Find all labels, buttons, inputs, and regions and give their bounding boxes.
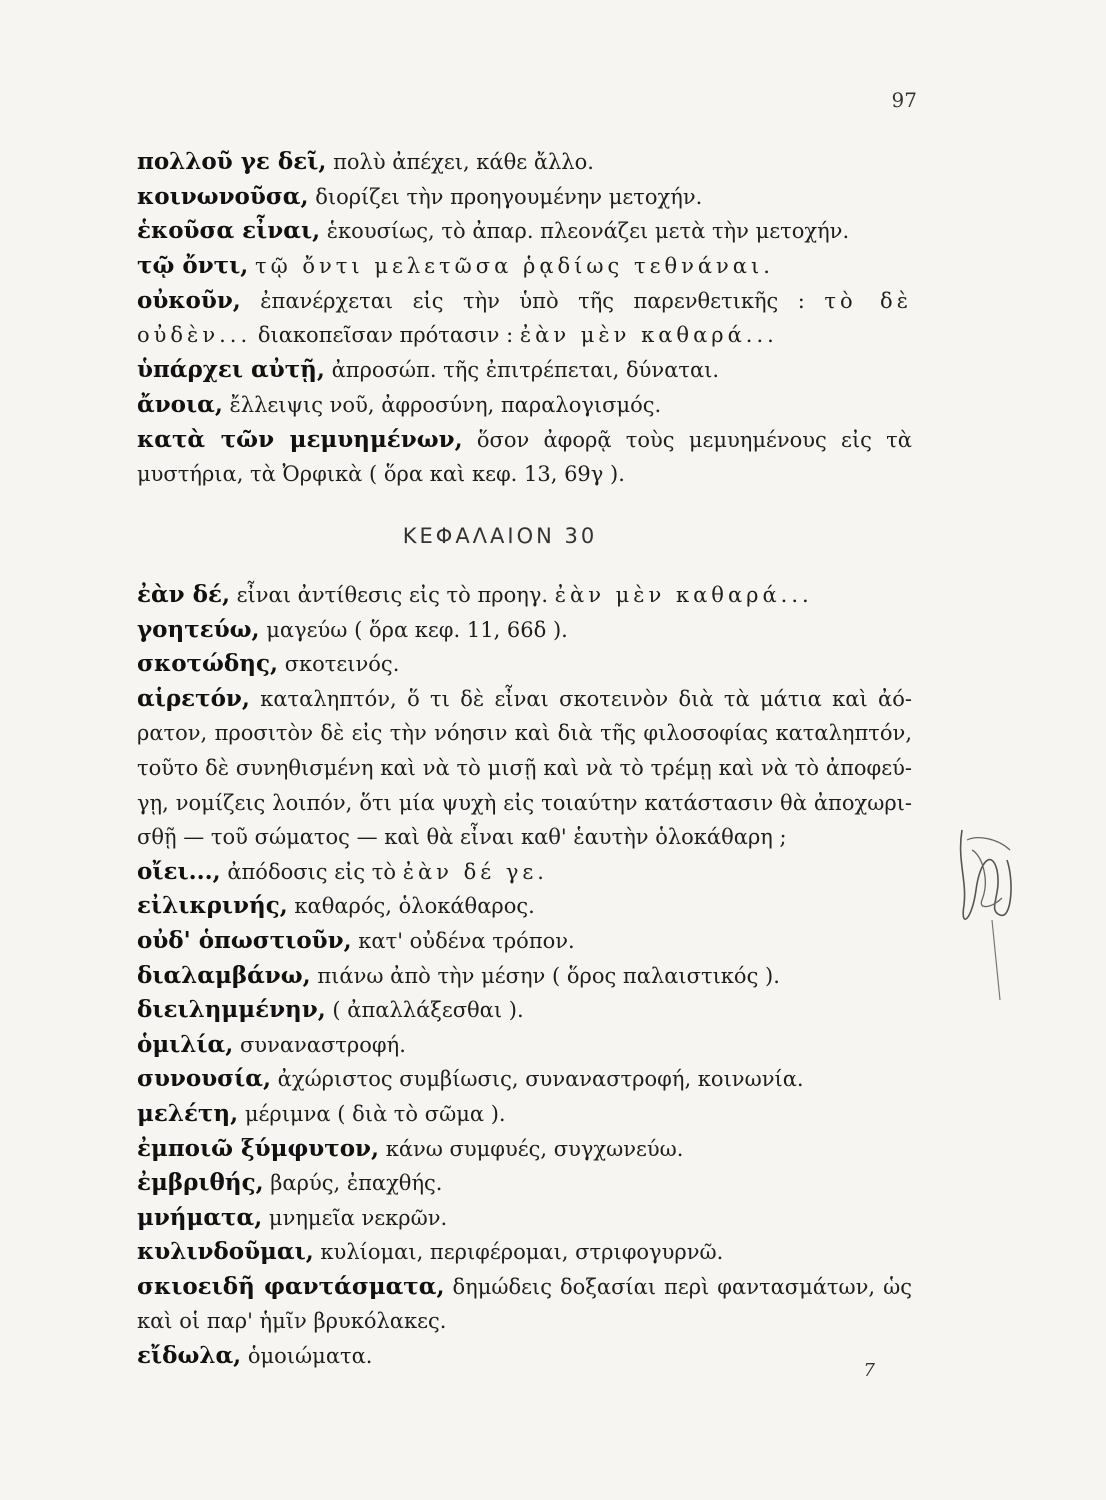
entry-definition: καὶ οἱ παρ' ἡμῖν βρυκόλακες.: [137, 1309, 447, 1334]
entry-definition: ἀχώριστος συμβίωσις, συναναστροφή, κοινωνία.: [277, 1067, 804, 1092]
entry-term: διαλαμβάνω,: [137, 961, 311, 989]
spaced-text: οὐδὲν...: [137, 323, 252, 348]
signature-mark: 7: [863, 1360, 875, 1381]
entry-definition: ἔλλειψις νοῦ, ἀφροσύνη, παραλογισμός.: [229, 392, 662, 417]
entry-term: ἐὰν δέ,: [137, 581, 230, 608]
entry-definition: πιάνω ἀπὸ τὴν μέσην ( ὅρος παλαιστικός ).: [317, 963, 780, 988]
entry-term: γοητεύω,: [137, 615, 260, 643]
entry-term: μελέτη,: [137, 1099, 239, 1127]
glossary-entry: [137, 1132, 912, 1167]
entry-term: ὑπάρχει αὐτῇ,: [137, 356, 325, 384]
entry-definition: τοῦτο δὲ συνηθισμένη καὶ νὰ τὸ μισῇ καὶ νὰ τὸ τρέμῃ καὶ νὰ τὸ ἀποφεύ-: [137, 755, 912, 780]
entry-term: ἄνοια,: [137, 390, 223, 418]
entry-definition: ἑκουσίως, τὸ ἀπαρ. πλεονάζει μετὰ τὴν μετοχήν.: [326, 219, 850, 244]
glossary-entry: [137, 1097, 912, 1132]
glossary-entry: [137, 578, 912, 613]
entry-definition: δημώδεις δοξασίαι περὶ φαντασμάτων, ὡς: [452, 1274, 912, 1299]
chapter-heading: ΚΕΦΑΛΑΙΟΝ 30: [402, 524, 598, 548]
entry-term: οἴει...,: [137, 857, 221, 885]
glossary-entry: [137, 1028, 912, 1063]
glossary-continuation-line: [137, 1304, 912, 1339]
entry-definition: ( ἀπαλλάξεσθαι ).: [332, 998, 524, 1023]
glossary-entry: [137, 353, 912, 388]
entry-term: σκιοειδῆ φαντάσματα,: [137, 1272, 445, 1300]
spaced-quotation: ἐὰν δέ γε.: [402, 859, 548, 884]
glossary-entry: [137, 1235, 912, 1270]
glossary-entry: [137, 855, 912, 890]
entry-term: ἑκοῦσα εἶναι,: [137, 217, 321, 245]
entry-definition: διακοπεῖσαν πρότασιν :: [257, 323, 514, 348]
spaced-quotation: τὸ δὲ: [824, 288, 912, 313]
glossary-continuation-line: [137, 820, 912, 855]
entry-term: κατὰ τῶν μεμυημένων,: [137, 425, 463, 453]
glossary-entry: [137, 1062, 912, 1097]
spaced-quotation: ἐὰν μὲν καθαρά...: [554, 583, 813, 607]
entry-definition: σθῇ — τοῦ σώματος — καὶ θὰ εἶναι καθ' ἑαυτὴν ὁλοκάθαρη ;: [137, 825, 787, 850]
glossary-section-chapter-30: [137, 578, 912, 1374]
entry-definition: μυστήρια, τὰ Ὀρφικὰ ( ὅρα καὶ κεφ. 13, 69γ ).: [137, 462, 625, 487]
glossary-entry: [137, 682, 912, 717]
entry-term: τῷ ὄντι,: [137, 252, 249, 280]
entry-term: συνουσία,: [137, 1065, 271, 1093]
entry-definition: ἐπανέρχεται εἰς τὴν ὑπὸ τῆς παρενθετικῆς :: [260, 288, 805, 313]
entry-definition: βαρύς, ἐπαχθής.: [270, 1171, 443, 1196]
entry-definition: καθαρός, ὁλοκάθαρος.: [294, 894, 535, 919]
glossary-entry: [137, 180, 912, 215]
glossary-entry: [137, 889, 912, 924]
entry-term: ὁμιλία,: [137, 1030, 234, 1058]
glossary-entry: [137, 1270, 912, 1305]
entry-term: οὐκοῦν,: [137, 286, 241, 314]
entry-definition: συναναστροφή.: [239, 1032, 406, 1057]
glossary-entry: [137, 145, 912, 180]
handwritten-signature-icon: [952, 810, 1022, 1010]
entry-definition: καταληπτόν, ὅ τι δὲ εἶναι σκοτεινὸν διὰ τὰ μάτια καὶ ἀό-: [260, 686, 912, 711]
glossary-entry: [137, 214, 912, 249]
entry-definition: ὁμοιώματα.: [247, 1344, 373, 1369]
entry-definition: κατ' οὐδένα τρόπον.: [358, 928, 575, 953]
glossary-entry: [137, 1201, 912, 1236]
entry-term: διειλημμένην,: [137, 996, 326, 1024]
entry-definition: μέριμνα ( διὰ τὸ σῶμα ).: [244, 1101, 506, 1126]
entry-term: οὐδ' ὁπωστιοῦν,: [137, 926, 352, 954]
glossary-continuation-line: [137, 751, 912, 786]
entry-definition: ὅσον ἀφορᾷ τοὺς μεμυημένους εἰς τὰ: [476, 427, 912, 452]
entry-term: αἱρετόν,: [137, 684, 250, 712]
entry-term: εἴδωλα,: [137, 1342, 242, 1370]
glossary-entry: [137, 284, 912, 319]
entry-definition: μαγεύω ( ὅρα κεφ. 11, 66δ ).: [266, 617, 568, 642]
glossary-entry: [137, 1339, 912, 1374]
glossary-entry: [137, 993, 912, 1028]
spaced-quotation: τῷ ὄντι μελετῶσα ῥᾳδίως τεθνάναι.: [254, 254, 774, 279]
page-number: 97: [891, 88, 917, 112]
entry-term: κοινωνοῦσα,: [137, 182, 309, 210]
entry-definition: ρατον, προσιτὸν δὲ εἰς τὴν νόησιν καὶ διὰ τῆς φιλοσοφίας καταληπτόν,: [137, 721, 912, 746]
glossary-section-chapter-29-end: [137, 145, 912, 492]
glossary-entry: [137, 249, 912, 284]
entry-definition: ἀπροσώπ. τῆς ἐπιτρέπεται, δύναται.: [331, 358, 720, 383]
entry-definition: κυλίομαι, περιφέρομαι, στριφογυρνῶ.: [320, 1240, 724, 1265]
entry-term: ἐμποιῶ ξύμφυτον,: [137, 1134, 379, 1162]
glossary-entry: [137, 647, 912, 682]
glossary-entry: [137, 1166, 912, 1201]
entry-term: κυλινδοῦμαι,: [137, 1238, 314, 1266]
entry-definition: μνημεῖα νεκρῶν.: [268, 1205, 448, 1230]
glossary-continuation-line: [137, 716, 912, 751]
entry-definition: ἀπόδοσις εἰς τὸ: [227, 859, 397, 884]
entry-definition: πολὺ ἀπέχει, κάθε ἄλλο.: [333, 150, 594, 174]
glossary-continuation-line: [137, 457, 912, 492]
entry-term: σκοτώδης,: [137, 650, 278, 678]
entry-term: εἰλικρινής,: [137, 892, 288, 920]
glossary-entry: [137, 959, 912, 994]
glossary-continuation-line: [137, 786, 912, 821]
glossary-continuation-line: [137, 318, 912, 353]
entry-term: μνήματα,: [137, 1203, 263, 1231]
entry-definition: γῃ, νομίζεις λοιπόν, ὅτι μία ψυχὴ εἰς τοιαύτην κατάστασιν θὰ ἀποχωρι-: [137, 790, 912, 815]
glossary-entry: [137, 388, 912, 423]
glossary-entry: [137, 423, 912, 458]
glossary-entry: [137, 613, 912, 648]
entry-term: πολλοῦ γε δεῖ,: [137, 148, 327, 175]
spaced-quotation: ἐὰν μὲν καθαρά...: [519, 323, 778, 348]
entry-term: ἐμβριθής,: [137, 1169, 264, 1197]
entry-definition: εἶναι ἀντίθεσις εἰς τὸ προηγ.: [236, 583, 549, 607]
entry-definition: σκοτεινός.: [284, 652, 400, 677]
entry-definition: διορίζει τὴν προηγουμένην μετοχήν.: [315, 184, 703, 209]
glossary-entry: [137, 924, 912, 959]
entry-definition: κάνω συμφυές, συγχωνεύω.: [385, 1136, 684, 1161]
